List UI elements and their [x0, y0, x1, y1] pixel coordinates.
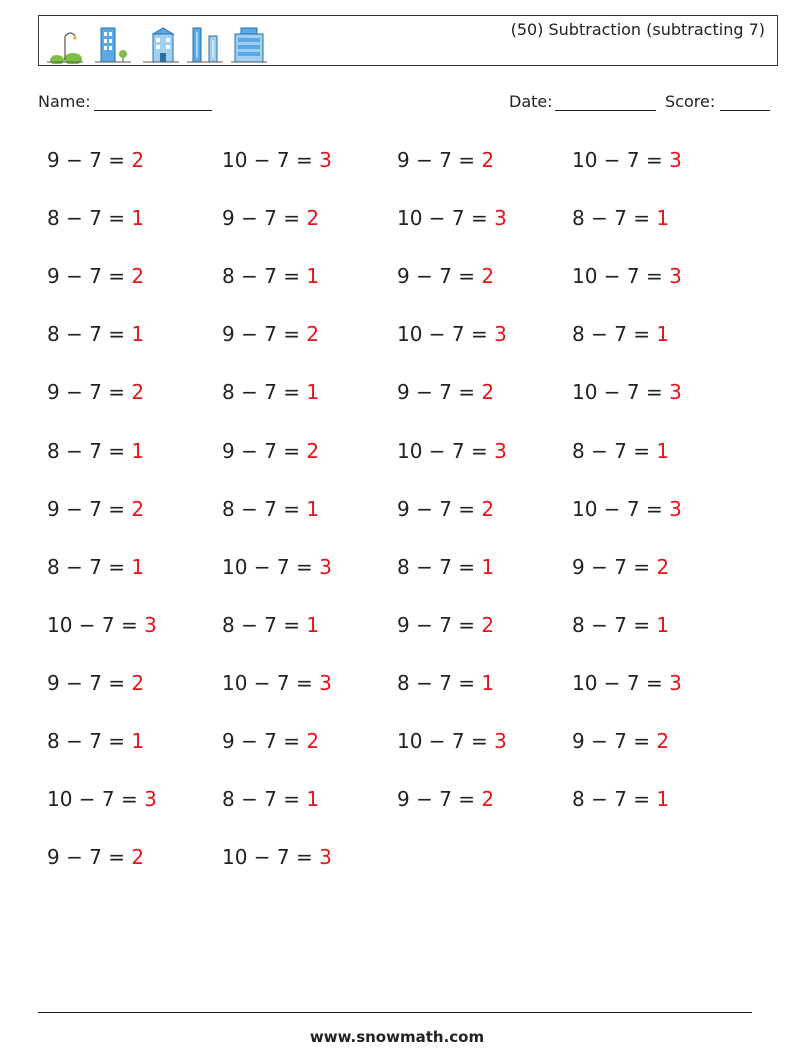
problem-item [222, 729, 319, 753]
date-label: Date: [509, 92, 553, 111]
problem-question: 10 − 7 = [397, 729, 495, 753]
problem-question: 9 − 7 = [397, 380, 482, 405]
problem-answer: 3 [494, 438, 507, 463]
problem-item [47, 497, 144, 521]
problem-item [397, 613, 494, 637]
date-field[interactable] [555, 110, 656, 111]
problem-question: 9 − 7 = [47, 496, 132, 521]
problem-item [572, 380, 682, 404]
problem-answer: 2 [131, 264, 145, 289]
problem-item [572, 555, 669, 579]
apartment-building-icon [141, 24, 181, 64]
footer-website: www.snowmath.com [309, 1028, 485, 1046]
problem-question: 8 − 7 = [47, 322, 132, 347]
problem-item [572, 613, 669, 637]
problem-answer: 1 [306, 496, 320, 521]
problem-question: 8 − 7 = [222, 612, 307, 637]
problem-item [222, 613, 319, 637]
problem-question: 10 − 7 = [572, 264, 670, 289]
problem-answer: 1 [656, 322, 670, 347]
problem-answer: 2 [131, 845, 145, 870]
problem-question: 9 − 7 = [397, 264, 482, 289]
problem-question: 8 − 7 = [47, 438, 132, 463]
problem-answer: 3 [669, 264, 682, 289]
problem-answer: 3 [494, 322, 507, 347]
problem-question: 8 − 7 = [222, 787, 307, 812]
problem-answer: 2 [306, 206, 320, 231]
problem-item [397, 206, 507, 230]
problem-item [397, 729, 507, 753]
problem-question: 9 − 7 = [47, 264, 132, 289]
problem-question: 10 − 7 = [222, 670, 320, 695]
problem-answer: 1 [656, 787, 670, 812]
problem-question: 9 − 7 = [572, 554, 657, 579]
problem-question: 10 − 7 = [572, 380, 670, 405]
problem-question: 10 − 7 = [397, 438, 495, 463]
problem-question: 10 − 7 = [222, 845, 320, 870]
problem-answer: 2 [306, 322, 320, 347]
problem-item [47, 264, 144, 288]
problem-question: 9 − 7 = [397, 612, 482, 637]
office-building-icon [93, 24, 133, 64]
problem-answer: 1 [131, 554, 145, 579]
park-icon [45, 24, 85, 64]
problem-answer: 1 [306, 380, 320, 405]
problem-answer: 2 [481, 612, 495, 637]
header-box [38, 15, 778, 66]
problem-answer: 2 [481, 496, 495, 521]
problem-answer: 3 [494, 206, 507, 231]
problem-answer: 1 [481, 554, 495, 579]
problem-item [47, 729, 144, 753]
score-field[interactable] [720, 110, 770, 111]
problem-answer: 3 [319, 670, 332, 695]
problem-question: 10 − 7 = [572, 148, 670, 172]
problem-item [222, 497, 319, 521]
problem-item [572, 787, 669, 811]
problem-item [47, 148, 144, 172]
problem-question: 9 − 7 = [47, 670, 132, 695]
problem-answer: 3 [669, 148, 682, 172]
problem-answer: 2 [131, 496, 145, 521]
problem-answer: 2 [131, 380, 145, 405]
problem-question: 8 − 7 = [47, 729, 132, 753]
problem-answer: 3 [669, 496, 682, 521]
info-row [38, 92, 770, 114]
problem-answer: 3 [319, 554, 332, 579]
problem-question: 8 − 7 = [397, 554, 482, 579]
worksheet-title: (50) Subtraction (subtracting 7) [510, 20, 765, 39]
problem-question: 8 − 7 = [47, 554, 132, 579]
problem-answer: 1 [131, 322, 145, 347]
problem-question: 9 − 7 = [47, 148, 132, 172]
problem-item [222, 555, 332, 579]
problem-item [222, 787, 319, 811]
skyscrapers-icon [185, 24, 225, 64]
problem-item [572, 439, 669, 463]
city-building-icon [229, 24, 269, 64]
problem-question: 9 − 7 = [47, 380, 132, 405]
problem-item [397, 148, 494, 172]
problem-item [222, 671, 332, 695]
problem-item [222, 439, 319, 463]
problem-answer: 3 [319, 148, 332, 172]
score-label: Score: [665, 92, 716, 111]
problem-answer: 1 [656, 206, 670, 231]
problem-question: 8 − 7 = [572, 322, 657, 347]
problem-item [222, 322, 319, 346]
problem-question: 8 − 7 = [572, 612, 657, 637]
problem-question: 9 − 7 = [222, 438, 307, 463]
problem-item [397, 439, 507, 463]
problem-answer: 2 [481, 380, 495, 405]
problem-question: 10 − 7 = [222, 554, 320, 579]
problem-answer: 2 [131, 148, 145, 172]
problem-question: 9 − 7 = [222, 729, 307, 753]
name-field[interactable] [94, 110, 212, 111]
problem-question: 8 − 7 = [222, 496, 307, 521]
problem-item [572, 206, 669, 230]
problem-answer: 2 [481, 787, 495, 812]
problem-answer: 1 [306, 787, 320, 812]
problem-item [572, 264, 682, 288]
problem-item [572, 729, 669, 753]
problem-question: 9 − 7 = [222, 322, 307, 347]
problem-answer: 3 [669, 380, 682, 405]
problem-answer: 3 [144, 612, 157, 637]
problem-answer: 1 [306, 264, 320, 289]
problem-answer: 2 [306, 438, 320, 463]
problem-item [222, 845, 332, 869]
footer-divider [38, 1012, 752, 1013]
problem-answer: 2 [481, 264, 495, 289]
problem-item [397, 380, 494, 404]
problem-item [222, 148, 332, 172]
problem-question: 10 − 7 = [47, 612, 145, 637]
name-label: Name: [38, 92, 91, 111]
problem-item [47, 380, 144, 404]
problem-question: 9 − 7 = [47, 845, 132, 870]
problem-item [572, 322, 669, 346]
problem-answer: 3 [144, 787, 157, 812]
problem-answer: 1 [481, 670, 495, 695]
problem-item [572, 671, 682, 695]
problem-question: 10 − 7 = [572, 496, 670, 521]
problem-item [397, 671, 494, 695]
problem-item [397, 264, 494, 288]
problem-answer: 2 [656, 554, 670, 579]
problem-question: 8 − 7 = [47, 206, 132, 231]
problem-question: 8 − 7 = [222, 380, 307, 405]
problem-item [47, 322, 144, 346]
problem-question: 8 − 7 = [222, 264, 307, 289]
problem-item [397, 787, 494, 811]
problem-question: 9 − 7 = [572, 729, 657, 753]
problem-item [47, 206, 144, 230]
problem-answer: 2 [656, 729, 670, 753]
problem-item [572, 497, 682, 521]
problem-answer: 3 [494, 729, 507, 753]
problem-item [47, 555, 144, 579]
problem-answer: 1 [131, 206, 145, 231]
problem-item [47, 439, 144, 463]
problem-question: 8 − 7 = [572, 787, 657, 812]
problem-item [222, 206, 319, 230]
problem-answer: 1 [656, 438, 670, 463]
problem-question: 8 − 7 = [572, 438, 657, 463]
problem-question: 8 − 7 = [397, 670, 482, 695]
problem-question: 10 − 7 = [47, 787, 145, 812]
problem-answer: 3 [319, 845, 332, 870]
problem-question: 10 − 7 = [397, 322, 495, 347]
problem-answer: 1 [131, 438, 145, 463]
problem-item [397, 322, 507, 346]
problem-question: 10 − 7 = [397, 206, 495, 231]
problem-answer: 2 [481, 148, 495, 172]
problem-item [397, 555, 494, 579]
problem-question: 9 − 7 = [222, 206, 307, 231]
problem-item [222, 264, 319, 288]
problem-item [47, 671, 144, 695]
problem-answer: 3 [669, 670, 682, 695]
problem-question: 9 − 7 = [397, 787, 482, 812]
problem-question: 9 − 7 = [397, 148, 482, 172]
problem-answer: 2 [131, 670, 145, 695]
problem-question: 10 − 7 = [572, 670, 670, 695]
problem-item [47, 613, 157, 637]
problem-answer: 1 [131, 729, 145, 753]
problem-item [47, 787, 157, 811]
problem-answer: 2 [306, 729, 320, 753]
problem-answer: 1 [306, 612, 320, 637]
problem-item [572, 148, 682, 172]
problem-item [397, 497, 494, 521]
problem-question: 8 − 7 = [572, 206, 657, 231]
problem-item [47, 845, 144, 869]
problem-question: 10 − 7 = [222, 148, 320, 172]
problem-question: 9 − 7 = [397, 496, 482, 521]
problem-answer: 1 [656, 612, 670, 637]
problem-item [222, 380, 319, 404]
